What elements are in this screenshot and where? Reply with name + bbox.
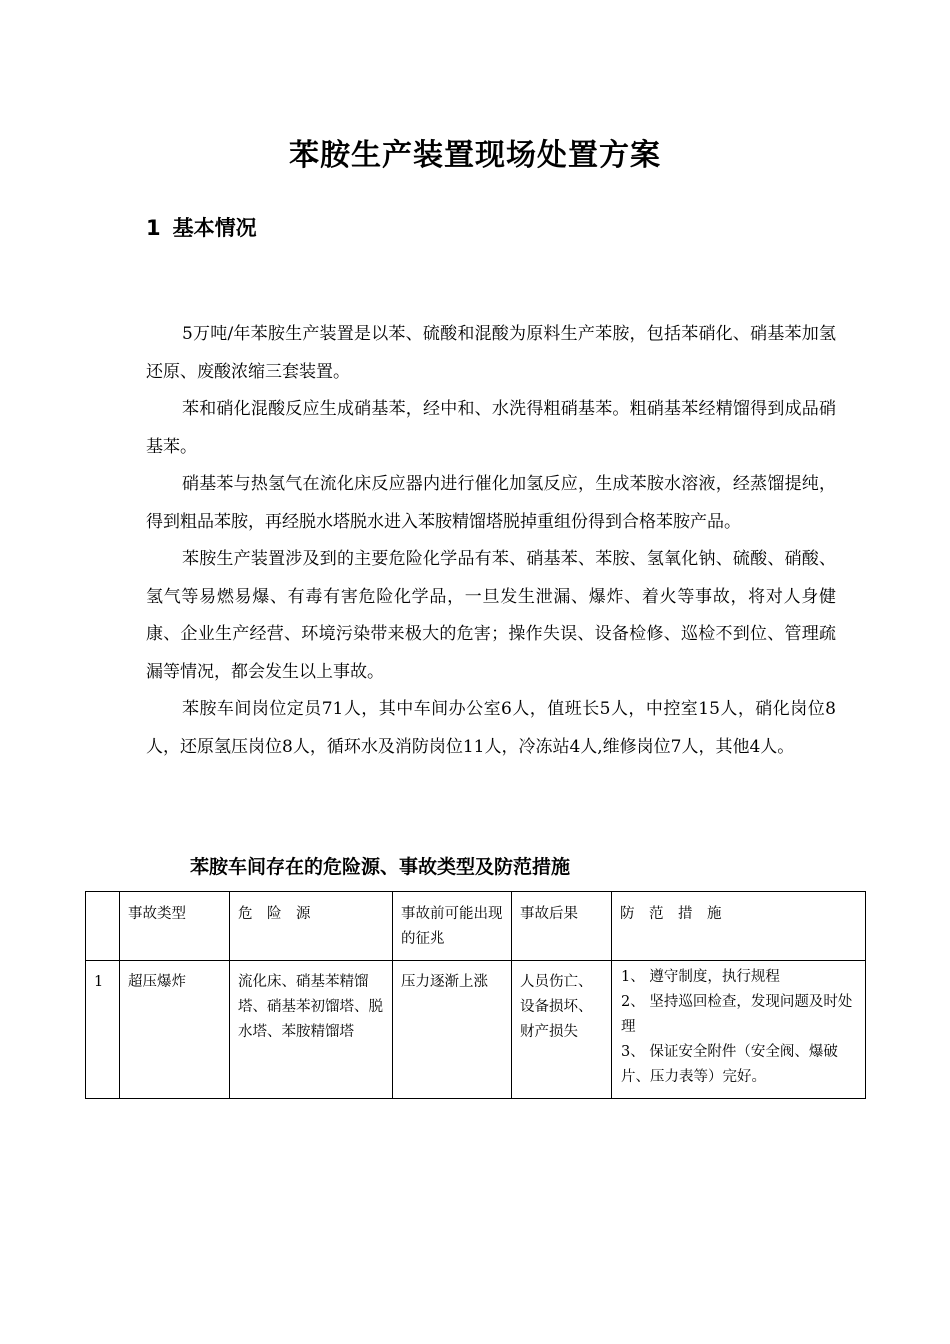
- cell-consequence: 人员伤亡、设备损坏、财产损失: [512, 961, 612, 1099]
- section-heading: [146, 212, 257, 242]
- table-header-row: [86, 892, 866, 961]
- header-index: [86, 892, 120, 961]
- cell-hazard-source: 流化床、硝基苯精馏塔、硝基苯初馏塔、脱水塔、苯胺精馏塔: [230, 961, 393, 1099]
- paragraph: 苯和硝化混酸反应生成硝基苯，经中和、水洗得粗硝基苯。粗硝基苯经精馏得到成品硝基苯。: [146, 399, 836, 457]
- paragraph: 苯胺生产装置涉及到的主要危险化学品有苯、硝基苯、苯胺、氢氧化钠、硫酸、硝酸、氢气等易燃易爆、有毒有害危险化学品，一旦发生泄漏、爆炸、着火等事故，将对人身健康、企业生产经营、环境污染带来极大的危害；操作失误、设备检修、巡检不到位、管理疏漏等情况，都会发生以上事故。: [146, 549, 836, 682]
- hazard-table: [85, 891, 866, 1099]
- section-body: [146, 316, 836, 766]
- cell-measures: [612, 961, 866, 1099]
- header-accident-type: 事故类型: [120, 892, 230, 961]
- cell-precursor: 压力逐渐上涨: [393, 961, 512, 1099]
- paragraph: 5万吨/年苯胺生产装置是以苯、硫酸和混酸为原料生产苯胺，包括苯硝化、硝基苯加氢还原、废酸浓缩三套装置。: [146, 324, 836, 382]
- paragraph: 苯胺车间岗位定员71人，其中车间办公室6人，值班长5人，中控室15人，硝化岗位8人，还原氢压岗位8人，循环水及消防岗位11人，冷冻站4人,维修岗位7人，其他4人。: [146, 699, 836, 757]
- measure-item: 1、 遵守制度，执行规程: [621, 969, 780, 985]
- cell-accident-type: 超压爆炸: [120, 961, 230, 1099]
- document-title: 苯胺生产装置现场处置方案: [289, 138, 661, 173]
- header-consequence: 事故后果: [512, 892, 612, 961]
- measure-item: 2、 坚持巡回检查，发现问题及时处理: [621, 994, 853, 1035]
- section-number: 1: [146, 216, 161, 240]
- table-title: 苯胺车间存在的危险源、事故类型及防范措施: [190, 856, 571, 878]
- measure-item: 3、 保证安全附件（安全阀、爆破片、压力表等）完好。: [621, 1044, 838, 1085]
- section-title: 基本情况: [172, 216, 257, 240]
- header-measures: 防 范 措 施: [612, 892, 866, 961]
- table-row: [86, 961, 866, 1099]
- paragraph: 硝基苯与热氢气在流化床反应器内进行催化加氢反应，生成苯胺水溶液，经蒸馏提纯，得到粗品苯胺，再经脱水塔脱水进入苯胺精馏塔脱掉重组份得到合格苯胺产品。: [146, 474, 836, 532]
- header-precursor: 事故前可能出现的征兆: [393, 892, 512, 961]
- cell-index: 1: [86, 961, 120, 1099]
- header-hazard-source: 危 险 源: [230, 892, 393, 961]
